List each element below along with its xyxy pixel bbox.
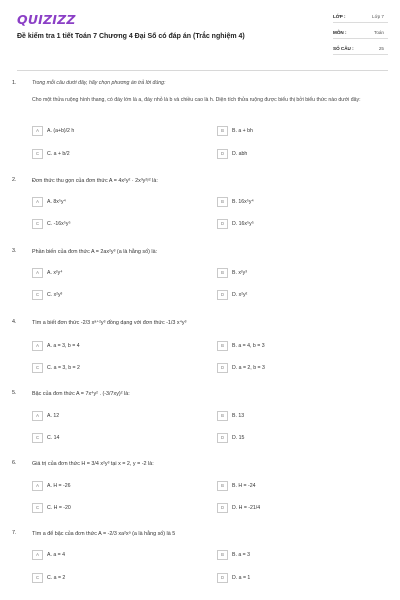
option-c[interactable]	[32, 219, 71, 229]
question-7	[12, 530, 388, 590]
question-text: Giá trị của đơn thức H = 3/4 x²y³ tại x = 2, y = -2 là:	[32, 461, 154, 467]
option-text: C. H = -20	[47, 505, 71, 511]
option-text: A. a = 4	[47, 552, 66, 558]
option-letter: D	[217, 573, 228, 583]
option-letter: A	[32, 411, 43, 421]
option-text: D. a = 1	[232, 575, 251, 581]
option-letter: C	[32, 503, 43, 513]
option-letter: C	[32, 433, 43, 443]
option-c[interactable]	[32, 433, 59, 443]
option-letter: C	[32, 573, 43, 583]
option-b[interactable]	[217, 341, 265, 351]
option-text: C. -16x⁵y⁵	[47, 221, 71, 227]
question-number: 5.	[12, 390, 17, 396]
page-title: Đề kiểm tra 1 tiết Toán 7 Chương 4 Đại Số có đáp án (Trắc nghiệm 4)	[17, 33, 245, 40]
option-letter: D	[217, 503, 228, 513]
option-text: B. a + bh	[232, 128, 253, 134]
option-c[interactable]	[32, 363, 80, 373]
option-d[interactable]	[217, 149, 247, 159]
option-text: B. x²y³	[232, 270, 247, 276]
option-letter: D	[217, 433, 228, 443]
option-text: B. 13	[232, 413, 245, 419]
option-letter: C	[32, 363, 43, 373]
question-text: Đơn thức thu gọn của đơn thức A = 4x²y² · 2x³y²ʸ² là:	[32, 178, 158, 184]
option-letter: B	[217, 550, 228, 560]
option-b[interactable]	[217, 550, 250, 560]
meta-count-label: SỐ CÂU :	[333, 46, 354, 51]
option-d[interactable]	[217, 290, 247, 300]
option-letter: D	[217, 149, 228, 159]
meta-class	[333, 11, 388, 23]
option-text: D. abh	[232, 151, 248, 157]
option-letter: A	[32, 341, 43, 351]
option-text: D. H = -21/4	[232, 505, 261, 511]
option-b[interactable]	[217, 411, 244, 421]
option-d[interactable]	[217, 503, 260, 513]
option-text: A. (a+b)/2 h	[47, 128, 75, 134]
meta-class-label: LỚP :	[333, 14, 346, 19]
option-letter: B	[217, 268, 228, 278]
quizizz-logo: QUIZIZZ	[17, 12, 76, 27]
question-number: 7.	[12, 530, 17, 536]
meta-count	[333, 43, 388, 55]
option-text: C. a = 2	[47, 575, 66, 581]
question-text: Cho một thửa ruộng hình thang, có đáy lớn là a, đáy nhỏ là b và chiều cao là h. Diện tích thửa ruộng được biểu thị bởi biểu thức nào dưới đây:	[32, 97, 361, 103]
option-text: D. 16x⁵y⁵	[232, 221, 254, 227]
option-text: A. 8x⁵y⁴	[47, 199, 66, 205]
option-text: B. 16x⁵y⁴	[232, 199, 254, 205]
option-a[interactable]	[32, 481, 71, 491]
option-text: B. a = 4, b = 3	[232, 343, 265, 349]
option-text: C. x²y³	[47, 292, 63, 298]
option-text: A. a = 3, b = 4	[47, 343, 80, 349]
option-d[interactable]	[217, 363, 265, 373]
option-letter: B	[217, 411, 228, 421]
option-letter: B	[217, 341, 228, 351]
option-letter: A	[32, 197, 43, 207]
question-number: 1.	[12, 80, 17, 86]
question-4	[12, 319, 388, 379]
meta-subject	[333, 27, 388, 39]
question-number: 6.	[12, 460, 17, 466]
option-b[interactable]	[217, 268, 247, 278]
option-text: B. H = -24	[232, 483, 256, 489]
option-a[interactable]	[32, 550, 65, 560]
option-a[interactable]	[32, 341, 80, 351]
option-b[interactable]	[217, 126, 253, 136]
question-text: Tìm a biết đơn thức -2/3 xᵃ⁺²y³ đồng dạng với đơn thức -1/3 x⁴y³	[32, 320, 187, 326]
option-c[interactable]	[32, 503, 71, 513]
option-c[interactable]	[32, 573, 65, 583]
option-text: C. 14	[47, 435, 60, 441]
option-d[interactable]	[217, 433, 244, 443]
option-letter: B	[217, 481, 228, 491]
option-d[interactable]	[217, 573, 250, 583]
option-text: D. a = 2, b = 3	[232, 365, 265, 371]
option-text: D. 15	[232, 435, 245, 441]
question-5	[12, 390, 388, 450]
option-a[interactable]	[32, 197, 66, 207]
option-a[interactable]	[32, 268, 63, 278]
option-a[interactable]	[32, 411, 59, 421]
option-c[interactable]	[32, 149, 70, 159]
meta-subject-value: Toán	[374, 30, 384, 35]
header-divider	[17, 70, 388, 71]
option-letter: D	[217, 219, 228, 229]
question-1	[12, 80, 388, 170]
option-letter: C	[32, 149, 43, 159]
question-6	[12, 460, 388, 520]
option-letter: D	[217, 290, 228, 300]
question-2	[12, 177, 388, 237]
option-text: C. a = 3, b = 2	[47, 365, 80, 371]
option-text: C. a + b/2	[47, 151, 70, 157]
question-text: Tìm a để bậc của đơn thức A = -2/3 xa²xᵃ (a là hằng số) là 5	[32, 531, 176, 537]
option-letter: A	[32, 481, 43, 491]
option-text: A. H = -26	[47, 483, 71, 489]
option-text: A. x²y⁴	[47, 270, 63, 276]
option-a[interactable]	[32, 126, 74, 136]
option-text: B. a = 3	[232, 552, 251, 558]
option-text: A. 12	[47, 413, 60, 419]
option-letter: D	[217, 363, 228, 373]
question-intro: Trong mỗi câu dưới đây, hãy chọn phương án trả lời đúng:	[32, 80, 166, 86]
question-number: 3.	[12, 248, 17, 254]
question-number: 4.	[12, 319, 17, 325]
option-letter: B	[217, 197, 228, 207]
option-letter: C	[32, 290, 43, 300]
meta-panel	[333, 11, 388, 59]
option-letter: B	[217, 126, 228, 136]
option-letter: A	[32, 550, 43, 560]
option-letter: C	[32, 219, 43, 229]
option-letter: A	[32, 268, 43, 278]
option-b[interactable]	[217, 481, 256, 491]
question-text: Phần biến của đơn thức A = 2ax²y³ (a là hằng số) là:	[32, 249, 158, 255]
option-c[interactable]	[32, 290, 62, 300]
meta-class-value: Lớp 7	[372, 14, 384, 19]
meta-subject-label: MÔN :	[333, 30, 347, 35]
question-3	[12, 248, 388, 308]
meta-count-value: 25	[378, 46, 384, 51]
option-b[interactable]	[217, 197, 254, 207]
question-number: 2.	[12, 177, 17, 183]
option-text: D. x²y²	[232, 292, 248, 298]
option-d[interactable]	[217, 219, 254, 229]
option-letter: A	[32, 126, 43, 136]
question-text: Bậc của đơn thức A = 7x⁴y² . (-3/7xy)² là:	[32, 391, 130, 397]
